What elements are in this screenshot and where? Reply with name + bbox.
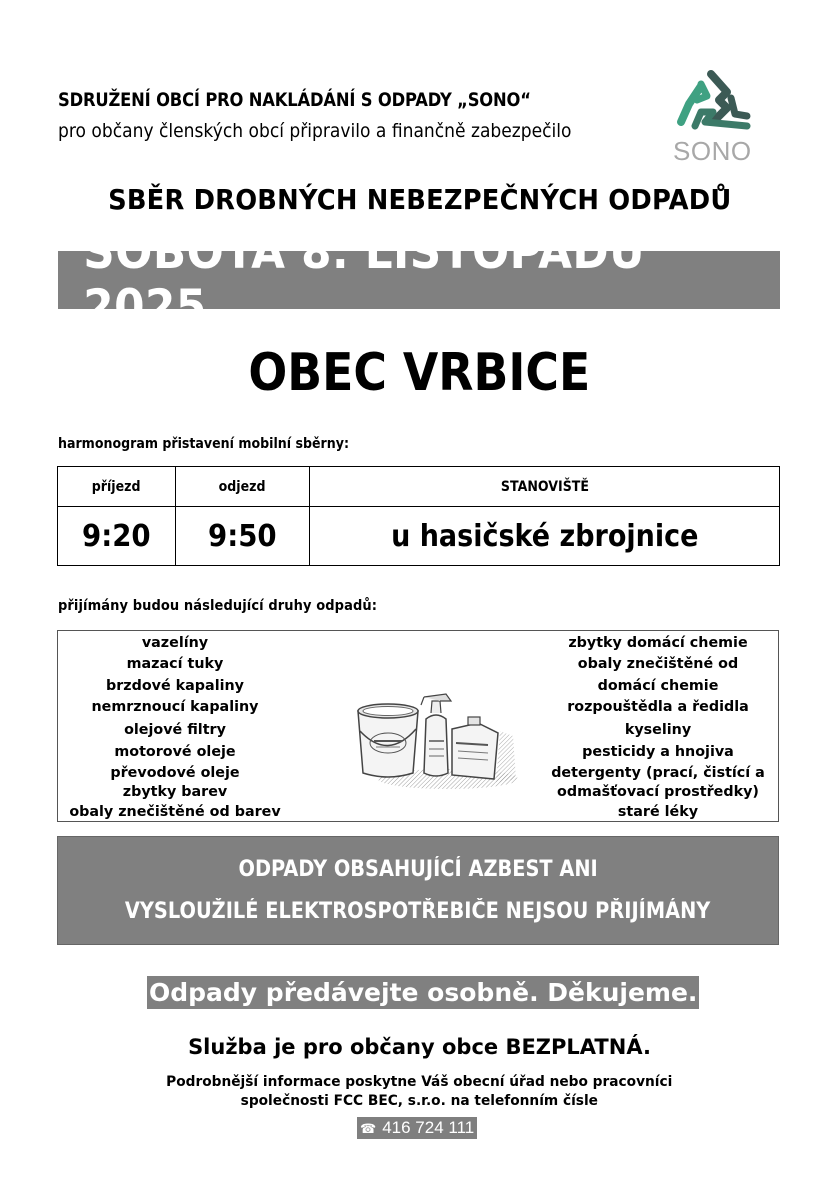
- phone-icon: ☎: [360, 1121, 377, 1136]
- list-item: staré léky: [617, 804, 699, 821]
- list-item: brzdové kapaliny: [106, 677, 244, 694]
- header-arrival: [58, 467, 176, 507]
- warning-banner: [57, 836, 779, 945]
- header-location-text: STANOVIŠTĚ: [500, 478, 589, 495]
- arrival-time-text: 9:20: [82, 518, 151, 554]
- arrival-time: [58, 507, 176, 566]
- contact-info-line-1: [0, 1074, 839, 1090]
- departure-time-text: 9:50: [208, 518, 277, 554]
- accepted-waste-box: [57, 630, 779, 822]
- paint-cans-chemicals-illustration: [328, 661, 528, 796]
- list-item: vazelíny: [141, 635, 209, 651]
- handover-notice: Odpady předávejte osobně. Děkujeme.: [149, 978, 698, 1007]
- list-item: převodové oleje: [110, 764, 240, 781]
- schedule-table: [57, 466, 780, 566]
- phone-number: 416 724 111: [382, 1118, 475, 1137]
- list-item: zbytky domácí chemie: [568, 635, 748, 651]
- accepted-waste-label: přijímány budou následující druhy odpadů:: [58, 598, 378, 614]
- list-item: kyseliny: [624, 722, 692, 739]
- organization-name: SDRUŽENÍ OBCÍ PRO NAKLÁDÁNÍ S ODPADY „SONO“: [58, 89, 531, 111]
- page-title-text: SBĚR DROBNÝCH NEBEZPEČNÝCH ODPADŮ: [107, 183, 732, 216]
- town-name: [0, 343, 839, 403]
- list-item: mazací tuky: [126, 656, 224, 673]
- contact-info-line-2: [0, 1093, 839, 1109]
- location: [310, 507, 780, 566]
- date-banner: [58, 225, 780, 335]
- header-location: [310, 467, 780, 507]
- list-item: detergenty (prací, čistící a: [551, 764, 765, 781]
- waste-list-left: [60, 633, 290, 824]
- free-service-notice: Služba je pro občany obce BEZPLATNÁ.: [188, 1035, 651, 1059]
- page-title: [0, 183, 839, 216]
- list-item: nemrznoucí kapaliny: [91, 698, 259, 715]
- header-arrival-text: příjezd: [92, 478, 141, 495]
- list-item: zbytky barev: [122, 784, 228, 801]
- list-item: domácí chemie: [597, 677, 719, 694]
- waste-list-right: [538, 633, 778, 824]
- contact-info-line-2-text: společnosti FCC BEC, s.r.o. na telefonním čísle: [240, 1093, 599, 1109]
- warning-line-1-text: ODPADY OBSAHUJÍCÍ AZBEST ANI: [238, 857, 598, 882]
- sono-logo-icon: [671, 70, 757, 136]
- schedule-label: harmonogram přistavení mobilní sběrny:: [58, 436, 349, 452]
- location-text: u hasičské zbrojnice: [390, 518, 699, 554]
- schedule-header-row: [58, 467, 780, 507]
- header-departure: [176, 467, 310, 507]
- list-item: obaly znečištěné od barev: [69, 804, 281, 821]
- list-item: pesticidy a hnojiva: [582, 744, 734, 761]
- list-item: obaly znečištěné od: [577, 656, 739, 673]
- list-item: odmašťovací prostředky): [557, 784, 759, 801]
- date-text: SOBOTA 8. LISTOPADU 2025: [83, 225, 646, 335]
- warning-line-2: [58, 899, 778, 924]
- town-name-text: OBEC VRBICE: [248, 343, 591, 403]
- contact-info-line-1-text: Podrobnější informace poskytne Váš obecní úřad nebo pracovníci: [166, 1074, 673, 1090]
- list-item: motorové oleje: [114, 744, 236, 761]
- list-item: rozpouštědla a ředidla: [567, 698, 749, 715]
- list-item: olejové filtry: [124, 722, 226, 739]
- warning-line-2-text: VYSLOUŽILÉ ELEKTROSPOTŘEBIČE NEJSOU PŘIJÍMÁNY: [125, 899, 711, 924]
- logo-text: SONO: [673, 136, 752, 166]
- warning-line-1: [58, 857, 778, 882]
- sono-logo: [671, 70, 757, 166]
- departure-time: [176, 507, 310, 566]
- phone-number-badge: [357, 1117, 477, 1139]
- table-row: [58, 507, 780, 566]
- header-departure-text: odjezd: [219, 478, 266, 495]
- organization-subtitle: pro občany členských obcí připravilo a finančně zabezpečilo: [58, 120, 572, 142]
